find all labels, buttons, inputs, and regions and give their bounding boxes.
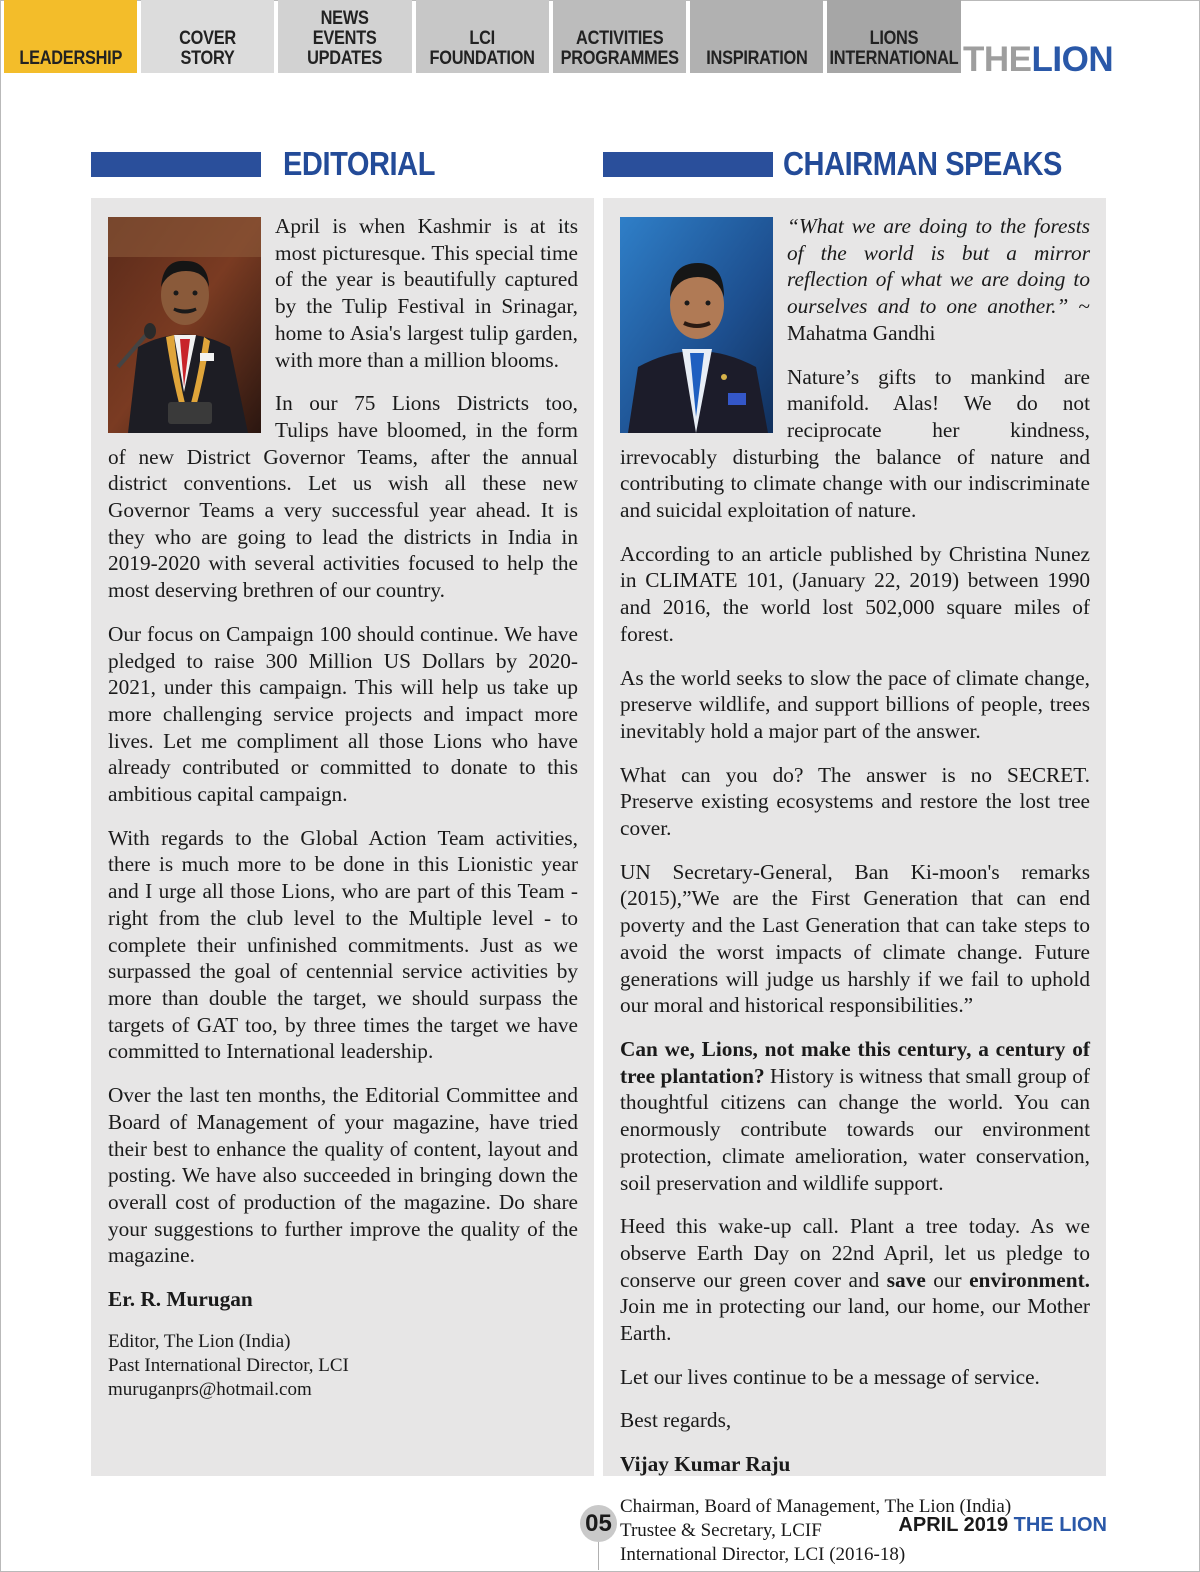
- chairman-paragraph: Nature’s gifts to mankind are manifold. Alas! We do not reciprocate her kindness, irrevocably disturbing the balance of nature and contributing to climate change with our indiscriminate and suicidal exploitation of nature.: [620, 364, 1090, 523]
- tab-lions-international[interactable]: [827, 0, 961, 73]
- paragraph-text: Join me in protecting our land, our home, our Mother Earth.: [620, 1294, 1090, 1346]
- tab-label: LEADERSHIP: [19, 48, 122, 69]
- chairman-heading-bar: [603, 152, 773, 177]
- tab-news-events-updates[interactable]: [278, 0, 412, 73]
- chairman-title: CHAIRMAN SPEAKS: [783, 145, 1062, 182]
- tab-label: LIONS INTERNATIONAL: [829, 28, 959, 69]
- tab-leadership[interactable]: [4, 0, 137, 73]
- editorial-paragraph: With regards to the Global Action Team activities, there is much more to be done in this Lionistic year and I urge all those Lions, who are part of this Team - right from the club level to the Multiple level - to complete their unfinished commitments. Just as we surpassed the goal of centennial service activities by more than double the target, we should surpass the targets of GAT too, by three times the target we have committed to International leadership.: [108, 825, 578, 1064]
- tab-label: COVER STORY: [179, 28, 236, 69]
- editorial-title: EDITORIAL: [283, 145, 436, 182]
- chairman-name: Vijay Kumar Raju: [620, 1452, 791, 1477]
- chairman-quote: “What we are doing to the forests of the world is but a mirror reflection of what we are doing to ourselves and to one another.”: [787, 214, 1090, 319]
- bold-word: environment.: [969, 1267, 1090, 1292]
- editor-email: muruganprs@hotmail.com: [108, 1378, 312, 1400]
- logo-the: THE: [963, 40, 1032, 79]
- page-number-line: [598, 1542, 599, 1570]
- tab-label: ACTIVITIES PROGRAMMES: [560, 28, 679, 69]
- chairman-paragraph: [620, 1213, 1090, 1347]
- bold-word: save: [886, 1267, 926, 1292]
- tab-inspiration[interactable]: [690, 0, 823, 73]
- chairman-paragraph: UN Secretary-General, Ban Ki-moon's remarks (2015),”We are the First Generation that can end poverty and the Last Generation that can take steps to avoid the worst impacts of climate change. Future generations will judge us harshly if we fail to uphold our moral and historical responsibilities.”: [620, 859, 1090, 1018]
- editorial-paragraph: April is when Kashmir is at its most picturesque. This special time of the year is beautifully captured by the Tulip Festival in Srinagar, home to Asia's largest tulip garden, with more than a million blooms.: [275, 214, 578, 372]
- paragraph-text: History is witness that small group of thoughtful citizens can change the world. You can enormously contribute towards our environment protection, climate amelioration, water conservation, soil preservation and wildlife support.: [620, 1063, 1090, 1195]
- chairman-paragraph: What can you do? The answer is no SECRET. Preserve existing ecosystems and restore the lost tree cover.: [620, 762, 1090, 841]
- tab-cover-story[interactable]: [141, 0, 274, 73]
- editor-photo: [108, 217, 261, 433]
- paragraph-text: our: [925, 1267, 970, 1292]
- tab-label: NEWS EVENTS UPDATES: [307, 8, 383, 69]
- editorial-paragraph: Our focus on Campaign 100 should continue. We have pledged to raise 300 Million US Dollars by 2020-2021, under this campaign. This will help us take up more challenging service projects and impact more lives. Let me compliment all those Lions who have already contributed or committed to donate to this ambitious capital campaign.: [108, 621, 578, 807]
- chairman-title: Chairman, Board of Management, The Lion (India): [620, 1495, 1012, 1517]
- closing: Best regards,: [620, 1408, 732, 1433]
- editorial-paragraph: Over the last ten months, the Editorial Committee and Board of Management of your magazine, have tried their best to enhance the quality of content, layout and posting. We have also succeeded in bringing down the overall cost of production of the magazine. Do share your suggestions to further improve the quality of the magazine.: [108, 1083, 578, 1268]
- footer-issue: [898, 1513, 1107, 1537]
- magazine-logo: [963, 40, 1113, 80]
- chairman-column: [620, 213, 1090, 1567]
- quote-author: ~ Mahatma Gandhi: [787, 294, 1090, 345]
- editorial-paragraph: In our 75 Lions Districts too, Tulips have bloomed, in the form of new District Governor Teams, after the annual district conventions. Let us wish all these new Governor Teams a very successful year ahead. It is they who are going to lead the districts in India in 2019-2020 with several activities focused to help the most deserving brethren of our country.: [108, 391, 578, 603]
- tab-label: LCI FOUNDATION: [429, 28, 536, 69]
- issue-date: APRIL 2019: [898, 1514, 1014, 1536]
- tab-lci-foundation[interactable]: [416, 0, 549, 73]
- tab-label: INSPIRATION: [705, 48, 808, 69]
- editor-name: Er. R. Murugan: [108, 1287, 253, 1312]
- chairman-role-2: International Director, LCI (2016-18): [620, 1543, 906, 1565]
- chairman-paragraph: [620, 1036, 1090, 1196]
- chairman-paragraph: As the world seeks to slow the pace of climate change, preserve wildlife, and support billions of people, trees inevitably hold a major part of the answer.: [620, 665, 1090, 743]
- logo-lion: LION: [1031, 40, 1114, 79]
- page-number: 05: [580, 1505, 617, 1542]
- chairman-paragraph: Let our lives continue to be a message of service.: [620, 1364, 1040, 1389]
- editor-title: Editor, The Lion (India): [108, 1330, 291, 1352]
- magazine-name: THE LION: [1013, 1514, 1107, 1536]
- tab-activities-programmes[interactable]: [553, 0, 686, 73]
- editor-role: Past International Director, LCI: [108, 1354, 349, 1376]
- paragraph-text: Heed this wake-up call. Plant a tree today. As we observe Earth Day on 22nd April, let us pledge to conserve our green cover and: [620, 1214, 1090, 1292]
- chairman-paragraph: According to an article published by Christina Nunez in CLIMATE 101, (January 22, 2019) between 1990 and 2016, the world lost 502,000 square miles of forest.: [620, 541, 1090, 646]
- editorial-column: [108, 213, 578, 1402]
- bold-question: Can we, Lions, not make this century, a century of tree plantation?: [620, 1036, 1090, 1088]
- chairman-photo: [620, 217, 773, 433]
- chairman-role: Trustee & Secretary, LCIF: [620, 1519, 822, 1541]
- editorial-heading-bar: [91, 152, 261, 177]
